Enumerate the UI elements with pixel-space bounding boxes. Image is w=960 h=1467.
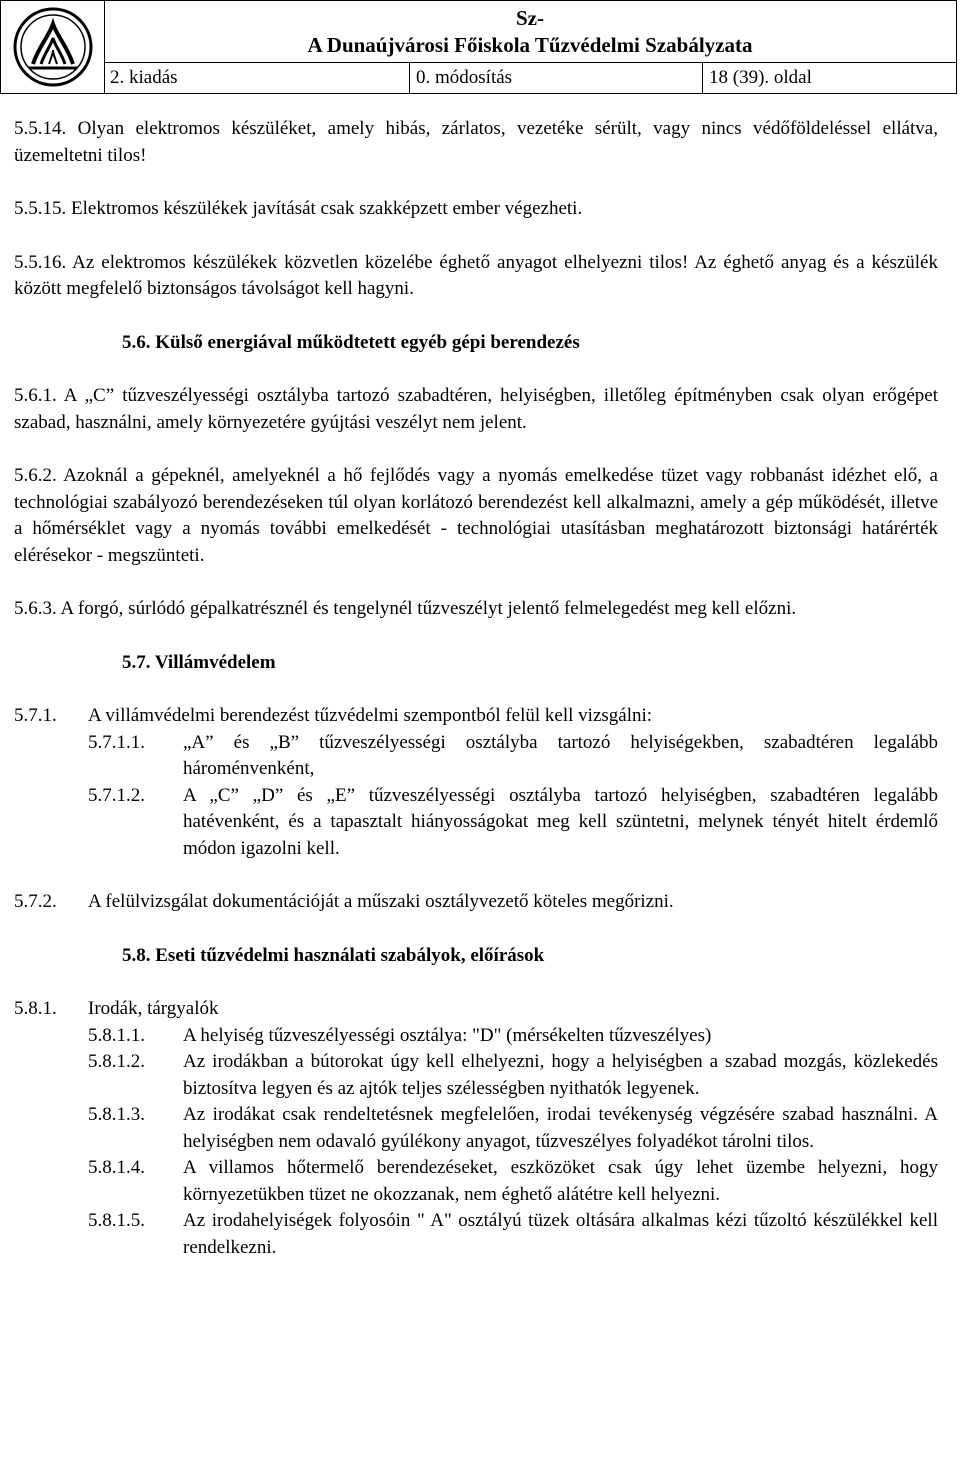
item-5-7-2 [14,889,938,916]
item-5-7-1-2 [14,783,938,863]
item-number: 5.8.1. [14,998,57,1019]
paragraph-5-6-1: 5.6.1. A „C” tűzveszélyességi osztályba tartozó szabadtéren, helyiségben, illetőleg építményben csak olyan erőgépet szabad, használni, amely környezetére gyújtási veszélyt nem jelent. [14,385,938,433]
item-number: 5.7.2. [14,891,57,912]
item-number: 5.7.1. [14,705,57,726]
item-text: A felülvizsgálat dokumentációját a műszaki osztályvezető köteles megőrizni. [88,891,674,912]
paragraph-5-6-3: 5.6.3. A forgó, súrlódó gépalkatrésznél és tengelynél tűzveszélyt jelentő felmelegedést meg kell előzni. [14,598,797,619]
item-text: Irodák, tárgyalók [88,998,219,1019]
item-5-7-1 [14,703,938,730]
item-number: 5.7.1.1. [88,731,145,753]
item-number: 5.8.1.3. [88,1104,145,1125]
item-5-8-1-5 [14,1208,938,1261]
title-line-2: A Dunaújvárosi Főiskola Tűzvédelmi Szabályzata [307,33,753,57]
item-text: Az irodákban a bútorokat úgy kell elhelyezni, hogy a helyiségben a szabad mozgás, közlekedés biztosítva legyen és az ajtók teljes szélességben nyithatók legyenek. [183,1051,938,1099]
item-5-8-1-3 [14,1102,938,1155]
item-number: 5.8.1.5. [88,1210,145,1231]
item-text: A helyiség tűzveszélyességi osztálya: "D" (mérsékelten tűzveszélyes) [183,1024,712,1046]
item-text: A villámvédelmi berendezést tűzvédelmi szempontból felül kell vizsgálni: [88,705,653,726]
item-text: A „C” „D” és „E” tűzveszélyességi osztályba tartozó helyiségben, szabadtéren legalább hatévenként, és a tapasztalt hiányosságokat meg kell szüntetni, melynek tényét hitelt érdemlő módon igazolni kell. [183,784,938,859]
document-meta-row [104,63,956,93]
item-number: 5.8.1.2. [88,1051,145,1072]
item-5-7-1-1 [14,730,938,783]
paragraph-5-6-2: 5.6.2. Azoknál a gépeknél, amelyeknél a hő fejlődés vagy a nyomás emelkedése tüzet vagy robbanást idézhet elő, a technológiai szabályozó berendezéseken túl olyan korlátozó berendezést kell alkalmazni, amely a gép működését, illetve a hőmérséklet vagy a nyomás további emelkedését - technológiai utasításban meghatározott biztonsági határérték elérésekor - megszünteti. [14,465,938,566]
page-number: 18 (39). oldal [702,63,956,93]
section-heading-5-7: 5.7. Villámvédelem [122,651,276,673]
institution-logo-icon [9,6,97,88]
document-body [14,116,938,1261]
logo-cell [1,1,105,93]
paragraph-5-5-16: 5.5.16. Az elektromos készülékek közvetlen közelébe éghető anyagot elhelyezni tilos! Az éghető anyag és a készülék között megfelelő biztonságos távolságot kell hagyni. [14,251,938,299]
item-5-8-1-2 [14,1049,938,1102]
section-heading-5-6: 5.6. Külső energiával működtetett egyéb gépi berendezés [122,331,580,353]
item-number: 5.8.1.1. [88,1024,145,1046]
paragraph-5-5-14: 5.5.14. Olyan elektromos készüléket, amely hibás, zárlatos, vezetéke sérült, vagy nincs védőföldeléssel ellátva, üzemeltetni tilos! [14,118,938,166]
section-heading-5-8: 5.8. Eseti tűzvédelmi használati szabályok, előírások [122,944,545,966]
item-number: 5.8.1.4. [88,1157,145,1178]
item-text: Az irodahelyiségek folyosóin " A" osztályú tüzek oltására alkalmas kézi tűzoltó készülékkel kell rendelkezni. [183,1210,938,1258]
item-text: Az irodákat csak rendeltetésnek megfelelően, irodai tevékenység végzésére szabad használni. A helyiségben nem odavaló gyúlékony anyagot, tűzveszélyes folyadékot tárolni tilos. [183,1104,938,1152]
item-5-8-1-4 [14,1155,938,1208]
title-line-1: Sz- [516,6,544,30]
paragraph-5-5-15: 5.5.15. Elektromos készülékek javítását csak szakképzett ember végezheti. [14,198,583,219]
item-5-8-1 [14,996,938,1023]
item-text: A villamos hőtermelő berendezéseket, eszközöket csak úgy lehet üzembe helyezni, hogy környezetükben tüzet ne okozzanak, nem éghető alátétre kell helyezni. [183,1157,938,1205]
item-text: „A” és „B” tűzveszélyességi osztályba tartozó helyiségekben, szabadtéren legalább hároménvenként, [183,731,938,779]
edition-label: 2. kiadás [110,67,178,88]
item-5-8-1-1 [14,1023,938,1050]
modification-label: 0. módosítás [409,63,702,93]
document-title [104,1,956,63]
item-number: 5.7.1.2. [88,784,145,806]
document-header [0,0,957,94]
